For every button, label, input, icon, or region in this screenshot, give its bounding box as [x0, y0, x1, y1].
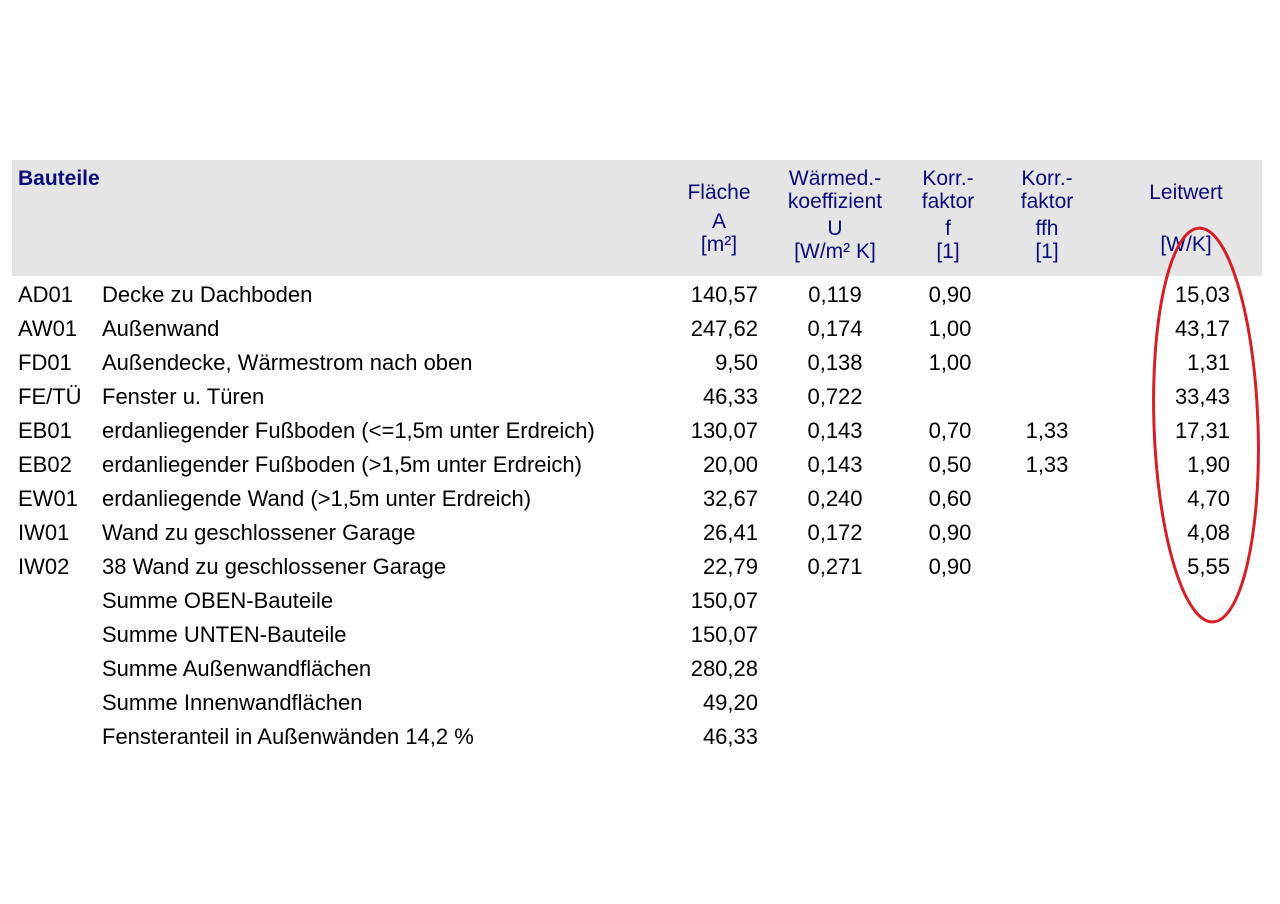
row-u-value: 0,119	[808, 282, 862, 307]
summary-label: Summe Innenwandflächen	[102, 690, 363, 715]
header-flaeche-label: Fläche	[687, 181, 751, 204]
row-description: erdanliegender Fußboden (>1,5m unter Erdreich)	[102, 452, 582, 477]
row-description: Wand zu geschlossener Garage	[102, 520, 416, 545]
row-leitwert: 5,55	[1187, 554, 1230, 579]
header-ffh-unit: [1]	[1035, 240, 1059, 263]
row-code: FD01	[18, 350, 72, 375]
row-description: Außendecke, Wärmestrom nach oben	[102, 350, 473, 375]
header-flaeche	[675, 181, 763, 256]
row-f-factor: 0,70	[928, 418, 972, 443]
row-f-factor: 0,90	[928, 554, 972, 579]
summary-row	[12, 584, 1262, 618]
row-description: 38 Wand zu geschlossener Garage	[102, 554, 447, 579]
row-u-value: 0,143	[807, 418, 863, 443]
table-row	[12, 516, 1262, 550]
row-leitwert: 4,70	[1187, 486, 1230, 511]
row-description: Fenster u. Türen	[102, 384, 265, 409]
header-ffh-line2: faktor	[1020, 190, 1074, 213]
summary-row	[12, 686, 1262, 720]
row-area: 22,79	[702, 554, 758, 579]
header-f	[905, 167, 991, 263]
header-ffh	[1002, 167, 1092, 263]
header-leitwert-unit: [W/K]	[1160, 233, 1212, 256]
row-leitwert: 33,43	[1174, 384, 1230, 409]
row-ffh-factor: 1,33	[1025, 452, 1069, 477]
row-u-value: 0,174	[807, 316, 863, 341]
row-f-factor: 0,60	[928, 486, 972, 511]
row-leitwert: 1,90	[1187, 452, 1230, 477]
summary-label: Fensteranteil in Außenwänden 14,2 %	[102, 724, 474, 749]
summary-area: 150,07	[690, 588, 758, 613]
summary-label: Summe UNTEN-Bauteile	[102, 622, 347, 647]
header-ffh-symbol: ffh	[1035, 217, 1059, 240]
row-code: IW01	[18, 520, 70, 545]
row-description: Decke zu Dachboden	[102, 282, 313, 307]
summary-area: 150,07	[690, 622, 758, 647]
row-f-factor: 1,00	[928, 316, 972, 341]
header-f-line2: faktor	[921, 190, 975, 213]
row-area: 9,50	[715, 350, 758, 375]
header-u	[776, 167, 894, 263]
row-code: AD01	[18, 282, 74, 307]
header-f-unit: [1]	[936, 240, 960, 263]
header-flaeche-unit: [m²]	[700, 233, 738, 256]
table-header	[12, 160, 1262, 276]
row-leitwert: 4,08	[1187, 520, 1230, 545]
row-area: 247,62	[690, 316, 758, 341]
table-row	[12, 380, 1262, 414]
row-code: AW01	[18, 316, 78, 341]
table-row	[12, 550, 1262, 584]
summary-area: 280,28	[690, 656, 758, 681]
header-u-line1: Wärmed.-	[788, 167, 882, 190]
header-leitwert-label: Leitwert	[1149, 181, 1223, 204]
table-row	[12, 312, 1262, 346]
summary-area: 49,20	[702, 690, 758, 715]
row-leitwert: 17,31	[1174, 418, 1230, 443]
row-u-value: 0,722	[807, 384, 863, 409]
row-area: 20,00	[702, 452, 758, 477]
table-row	[12, 482, 1262, 516]
summary-row	[12, 720, 1262, 754]
row-code: EW01	[18, 486, 78, 511]
row-ffh-factor: 1,33	[1025, 418, 1069, 443]
row-f-factor: 1,00	[928, 350, 972, 375]
row-leitwert: 1,31	[1187, 350, 1230, 375]
row-u-value: 0,240	[807, 486, 863, 511]
summary-label: Summe OBEN-Bauteile	[102, 588, 334, 613]
header-flaeche-symbol: A	[711, 210, 726, 233]
row-code: FE/TÜ	[18, 384, 82, 409]
summary-area: 46,33	[702, 724, 758, 749]
row-code: EB02	[18, 452, 72, 477]
row-u-value: 0,271	[807, 554, 863, 579]
heat-transfer-table	[12, 160, 1262, 760]
row-area: 46,33	[702, 384, 758, 409]
summary-row	[12, 652, 1262, 686]
row-f-factor: 0,90	[928, 520, 972, 545]
row-code: EB01	[18, 418, 72, 443]
row-description: Außenwand	[102, 316, 220, 341]
summary-label: Summe Außenwandflächen	[102, 656, 372, 681]
table-row	[12, 414, 1262, 448]
row-area: 32,67	[702, 486, 758, 511]
header-u-symbol: U	[827, 217, 843, 240]
row-f-factor: 0,50	[928, 452, 972, 477]
row-description: erdanliegende Wand (>1,5m unter Erdreich)	[102, 486, 532, 511]
row-area: 26,41	[702, 520, 758, 545]
row-u-value: 0,143	[807, 452, 863, 477]
row-u-value: 0,138	[807, 350, 863, 375]
header-u-line2: koeffizient	[787, 190, 883, 213]
row-code: IW02	[18, 554, 70, 579]
header-ffh-line1: Korr.-	[1021, 167, 1073, 190]
row-description: erdanliegender Fußboden (<=1,5m unter Erdreich)	[102, 418, 595, 443]
header-leitwert	[1132, 181, 1240, 256]
row-leitwert: 15,03	[1174, 282, 1230, 307]
header-u-unit: [W/m² K]	[794, 240, 876, 263]
row-leitwert: 43,17	[1174, 316, 1230, 341]
row-area: 130,07	[690, 418, 758, 443]
row-f-factor: 0,90	[928, 282, 972, 307]
header-f-symbol: f	[945, 217, 951, 240]
table-row	[12, 278, 1262, 312]
table-title: Bauteile	[18, 167, 100, 190]
table-row	[12, 346, 1262, 380]
header-f-line1: Korr.-	[922, 167, 974, 190]
row-area: 140,57	[690, 282, 758, 307]
row-u-value: 0,172	[807, 520, 863, 545]
summary-row	[12, 618, 1262, 652]
table-row	[12, 448, 1262, 482]
